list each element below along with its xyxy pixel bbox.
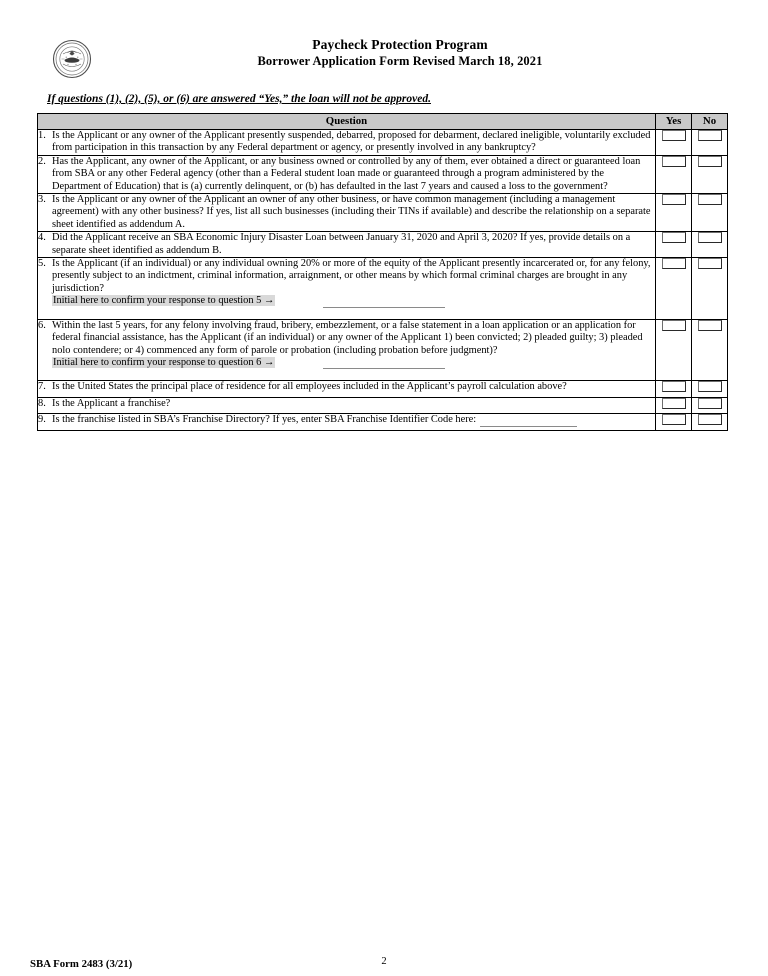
question-cell <box>38 397 656 413</box>
initial-signature-line[interactable] <box>323 298 445 308</box>
question-number: 9. <box>38 414 46 426</box>
checkbox-no[interactable] <box>698 156 722 167</box>
checkbox-yes[interactable] <box>662 130 686 141</box>
answer-cell-no <box>692 130 728 156</box>
question-text-line <box>38 258 655 295</box>
checkbox-no[interactable] <box>698 232 722 243</box>
checkbox-yes[interactable] <box>662 398 686 409</box>
answer-cell-no <box>692 155 728 193</box>
title-block <box>120 36 680 70</box>
question-number: 2. <box>38 155 46 167</box>
question-text-line <box>38 320 655 357</box>
question-text: Within the last 5 years, for any felony involving fraud, bribery, embezzlement, or a false statement in a loan application or an application for federal financial assistance, has the Applicant (if an individual) or any owner of the Applicant 1) been convicted; 2) pleaded guilty; 3) pleaded nolo contendere; or 4) commenced any form of parole or probation (including probation before judgment)? <box>52 319 643 356</box>
checkbox-no[interactable] <box>698 381 722 392</box>
form-id-footer: SBA Form 2483 (3/21) <box>30 958 133 970</box>
page-number: 2 <box>381 956 387 967</box>
question-text: Is the Applicant or any owner of the Applicant presently suspended, debarred, proposed for debarment, declared ineligible, voluntarily excluded from participation in this transaction by any Federal department or agency, or presently involved in any bankruptcy? <box>52 130 651 154</box>
answer-cell-yes <box>656 258 692 320</box>
approval-notice: If questions (1), (2), (5), or (6) are answered “Yes,” the loan will not be approved. <box>47 93 431 105</box>
question-number: 7. <box>38 381 46 393</box>
question-text: Did the Applicant receive an SBA Economic Injury Disaster Loan between January 31, 2020 and April 3, 2020? If yes, provide details on a separate sheet identified as addendum B. <box>52 232 631 256</box>
column-header-question: Question <box>38 114 656 130</box>
row-spacer <box>38 369 655 380</box>
table-header-row <box>38 114 728 130</box>
document-header <box>0 36 768 92</box>
question-text: Is the Applicant a franchise? <box>52 397 171 409</box>
answer-cell-no <box>692 319 728 381</box>
question-number: 5. <box>38 258 46 270</box>
answer-cell-no <box>692 232 728 258</box>
initial-instruction-label: Initial here to confirm your response to question 5 → <box>53 295 275 307</box>
question-number: 8. <box>38 397 46 409</box>
checkbox-no[interactable] <box>698 130 722 141</box>
answer-cell-yes <box>656 319 692 381</box>
checkbox-yes[interactable] <box>662 156 686 167</box>
checkbox-yes[interactable] <box>662 194 686 205</box>
answer-cell-yes <box>656 232 692 258</box>
checkbox-yes[interactable] <box>662 381 686 392</box>
checkbox-yes[interactable] <box>662 320 686 331</box>
question-number: 6. <box>38 319 46 331</box>
questions-table <box>37 113 728 431</box>
question-text-line <box>38 414 655 426</box>
table-row <box>38 194 728 232</box>
initial-confirmation-row <box>38 295 655 307</box>
initial-instruction-label: Initial here to confirm your response to question 6 → <box>53 356 275 368</box>
question-text-line <box>38 130 655 155</box>
table-row <box>38 130 728 156</box>
question-text-line <box>38 398 655 410</box>
answer-cell-no <box>692 381 728 397</box>
answer-cell-no <box>692 414 728 430</box>
checkbox-yes[interactable] <box>662 232 686 243</box>
initial-confirmation-row <box>38 357 655 369</box>
question-cell <box>38 319 656 381</box>
table-row <box>38 155 728 193</box>
question-cell <box>38 155 656 193</box>
answer-cell-yes <box>656 397 692 413</box>
answer-cell-yes <box>656 414 692 430</box>
question-number: 4. <box>38 232 46 244</box>
question-cell <box>38 194 656 232</box>
sba-seal-icon <box>52 39 92 79</box>
question-number: 1. <box>38 130 46 141</box>
question-text: Has the Applicant, any owner of the Applicant, or any business owned or controlled by any of them, ever obtained a direct or guaranteed loan from SBA or any other Federal agency (other than a Federal student loan made or guaranteed through a program administered by the Department of Education) that is (a) currently delinquent, or (b) has defaulted in the last 7 years and caused a loss to the government? <box>52 155 641 192</box>
column-header-no: No <box>692 114 728 130</box>
answer-cell-yes <box>656 155 692 193</box>
answer-cell-no <box>692 397 728 413</box>
question-number: 3. <box>38 194 46 206</box>
question-cell <box>38 130 656 156</box>
program-title: Paycheck Protection Program <box>312 37 488 52</box>
table-row <box>38 397 728 413</box>
answer-cell-yes <box>656 381 692 397</box>
column-header-yes: Yes <box>656 114 692 130</box>
answer-cell-yes <box>656 194 692 232</box>
checkbox-yes[interactable] <box>662 258 686 269</box>
franchise-code-blank[interactable] <box>480 417 577 427</box>
question-text-line <box>38 194 655 231</box>
question-text-line <box>38 156 655 193</box>
question-text-line <box>38 381 655 393</box>
checkbox-no[interactable] <box>698 194 722 205</box>
question-text: Is the franchise listed in SBA’s Franchise Directory? If yes, enter SBA Franchise Identifier Code here: <box>52 414 477 426</box>
checkbox-no[interactable] <box>698 414 722 425</box>
form-subtitle: Borrower Application Form Revised March 18, 2021 <box>257 54 543 68</box>
checkbox-no[interactable] <box>698 398 722 409</box>
answer-cell-no <box>692 258 728 320</box>
question-text: Is the Applicant (if an individual) or any individual owning 20% or more of the equity of the Applicant presently incarcerated or, for any felony, presently subject to an indictment, criminal information, arraignment, or other means by which formal criminal charges are brought in any jurisdiction? <box>52 258 651 294</box>
table-row <box>38 414 728 430</box>
question-cell <box>38 232 656 258</box>
row-spacer <box>38 308 655 319</box>
table-row <box>38 232 728 258</box>
question-cell <box>38 258 656 320</box>
answer-cell-no <box>692 194 728 232</box>
question-text-line <box>38 232 655 257</box>
answer-cell-yes <box>656 130 692 156</box>
question-cell <box>38 381 656 397</box>
questions-body <box>38 130 728 431</box>
initial-signature-line[interactable] <box>323 359 445 369</box>
question-text: Is the Applicant or any owner of the Applicant an owner of any other business, or have common management (including a management agreement) with any other business? If yes, list all such businesses (including their TINs if available) and describe the relationship on a separate sheet identified as addendum A. <box>52 194 651 230</box>
question-cell <box>38 414 656 430</box>
table-row <box>38 258 728 320</box>
checkbox-yes[interactable] <box>662 414 686 425</box>
table-row <box>38 319 728 381</box>
checkbox-no[interactable] <box>698 258 722 269</box>
question-text: Is the United States the principal place of residence for all employees included in the Applicant’s payroll calculation above? <box>52 381 567 393</box>
table-row <box>38 381 728 397</box>
checkbox-no[interactable] <box>698 320 722 331</box>
